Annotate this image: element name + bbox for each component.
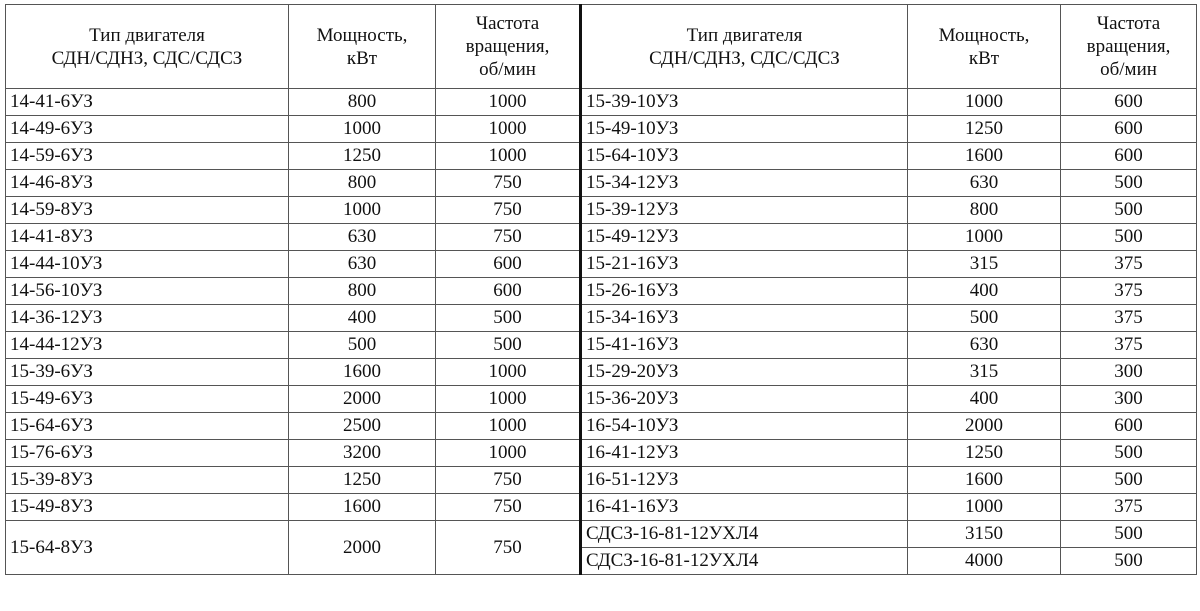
right-power-cell: 630 bbox=[908, 332, 1061, 359]
left-type-cell: 15-64-8УЗ bbox=[6, 521, 289, 575]
left-power-cell: 630 bbox=[289, 224, 436, 251]
table-body bbox=[6, 89, 1197, 575]
left-speed-cell: 1000 bbox=[436, 143, 581, 170]
left-type-cell: 15-39-6УЗ bbox=[6, 359, 289, 386]
left-power-cell: 1250 bbox=[289, 143, 436, 170]
right-power-cell: 500 bbox=[908, 305, 1061, 332]
left-power-cell: 1000 bbox=[289, 197, 436, 224]
right-power-cell: 1000 bbox=[908, 494, 1061, 521]
right-type-cell: 15-26-16УЗ bbox=[581, 278, 908, 305]
left-type-cell: 15-39-8УЗ bbox=[6, 467, 289, 494]
header-speed-right bbox=[1061, 5, 1197, 89]
table-row bbox=[6, 467, 1197, 494]
right-speed-cell: 500 bbox=[1061, 440, 1197, 467]
left-type-cell: 14-41-8УЗ bbox=[6, 224, 289, 251]
right-speed-cell: 375 bbox=[1061, 494, 1197, 521]
header-power-line1: Мощность, bbox=[316, 24, 408, 46]
table-row bbox=[6, 143, 1197, 170]
left-power-cell: 800 bbox=[289, 278, 436, 305]
right-power-cell: 4000 bbox=[908, 548, 1061, 575]
header-power-line1: Мощность, bbox=[938, 24, 1030, 46]
right-power-cell: 1250 bbox=[908, 440, 1061, 467]
left-speed-cell: 1000 bbox=[436, 89, 581, 116]
left-speed-cell: 750 bbox=[436, 170, 581, 197]
right-power-cell: 400 bbox=[908, 278, 1061, 305]
left-speed-cell: 1000 bbox=[436, 359, 581, 386]
header-speed-line2: вращения, bbox=[1086, 36, 1171, 57]
right-speed-cell: 600 bbox=[1061, 89, 1197, 116]
right-type-cell: 15-34-16УЗ bbox=[581, 305, 908, 332]
right-type-cell: 15-39-10УЗ bbox=[581, 89, 908, 116]
right-speed-cell: 375 bbox=[1061, 332, 1197, 359]
left-speed-cell: 750 bbox=[436, 467, 581, 494]
left-power-cell: 500 bbox=[289, 332, 436, 359]
right-speed-cell: 500 bbox=[1061, 197, 1197, 224]
header-speed-line2: вращения, bbox=[465, 36, 550, 57]
right-type-cell: 15-64-10УЗ bbox=[581, 143, 908, 170]
right-speed-cell: 300 bbox=[1061, 359, 1197, 386]
right-power-cell: 3150 bbox=[908, 521, 1061, 548]
left-power-cell: 400 bbox=[289, 305, 436, 332]
table-row bbox=[6, 413, 1197, 440]
table-row bbox=[6, 332, 1197, 359]
left-speed-cell: 1000 bbox=[436, 116, 581, 143]
left-type-cell: 14-44-10УЗ bbox=[6, 251, 289, 278]
right-speed-cell: 500 bbox=[1061, 224, 1197, 251]
left-type-cell: 14-36-12УЗ bbox=[6, 305, 289, 332]
right-power-cell: 1000 bbox=[908, 224, 1061, 251]
header-speed-line1: Частота bbox=[475, 13, 540, 34]
table-row bbox=[6, 170, 1197, 197]
right-speed-cell: 500 bbox=[1061, 521, 1197, 548]
table-row bbox=[6, 359, 1197, 386]
left-type-cell: 14-41-6УЗ bbox=[6, 89, 289, 116]
right-type-cell: 16-51-12УЗ bbox=[581, 467, 908, 494]
left-power-cell: 800 bbox=[289, 89, 436, 116]
right-power-cell: 315 bbox=[908, 359, 1061, 386]
right-type-cell: 15-29-20УЗ bbox=[581, 359, 908, 386]
motor-specs-table bbox=[5, 4, 1197, 575]
header-type-line1: Тип двигателя bbox=[89, 24, 205, 46]
left-type-cell: 14-44-12УЗ bbox=[6, 332, 289, 359]
left-power-cell: 1250 bbox=[289, 467, 436, 494]
header-type-left bbox=[6, 5, 289, 89]
left-speed-cell: 600 bbox=[436, 251, 581, 278]
right-type-cell: СДСЗ-16-81-12УХЛ4 bbox=[581, 521, 908, 548]
table-row bbox=[6, 116, 1197, 143]
right-type-cell: 15-34-12УЗ bbox=[581, 170, 908, 197]
table-row bbox=[6, 494, 1197, 521]
right-power-cell: 315 bbox=[908, 251, 1061, 278]
right-type-cell: 15-41-16УЗ bbox=[581, 332, 908, 359]
left-power-cell: 2500 bbox=[289, 413, 436, 440]
left-speed-cell: 750 bbox=[436, 521, 581, 575]
header-power-line2: кВт bbox=[346, 47, 378, 69]
header-power-right bbox=[908, 5, 1061, 89]
header-type-right bbox=[581, 5, 908, 89]
header-power-line2: кВт bbox=[968, 47, 1000, 69]
right-speed-cell: 500 bbox=[1061, 467, 1197, 494]
right-type-cell: 16-41-12УЗ bbox=[581, 440, 908, 467]
right-speed-cell: 600 bbox=[1061, 116, 1197, 143]
left-speed-cell: 500 bbox=[436, 332, 581, 359]
left-speed-cell: 750 bbox=[436, 494, 581, 521]
header-type-line1: Тип двигателя bbox=[686, 24, 803, 46]
left-type-cell: 14-56-10УЗ bbox=[6, 278, 289, 305]
right-speed-cell: 500 bbox=[1061, 170, 1197, 197]
left-power-cell: 2000 bbox=[289, 386, 436, 413]
header-speed-line3: об/мин bbox=[1100, 59, 1157, 80]
right-type-cell: 16-54-10УЗ bbox=[581, 413, 908, 440]
left-power-cell: 2000 bbox=[289, 521, 436, 575]
right-type-cell: 15-49-10УЗ bbox=[581, 116, 908, 143]
right-speed-cell: 600 bbox=[1061, 413, 1197, 440]
header-speed-line3: об/мин bbox=[479, 59, 536, 80]
left-type-cell: 15-49-8УЗ bbox=[6, 494, 289, 521]
right-power-cell: 2000 bbox=[908, 413, 1061, 440]
table-row bbox=[6, 440, 1197, 467]
table-row bbox=[6, 251, 1197, 278]
table-row bbox=[6, 224, 1197, 251]
left-speed-cell: 500 bbox=[436, 305, 581, 332]
right-power-cell: 1600 bbox=[908, 143, 1061, 170]
header-type-line2: СДН/СДНЗ, СДС/СДСЗ bbox=[51, 47, 243, 69]
table-row bbox=[6, 305, 1197, 332]
left-speed-cell: 750 bbox=[436, 197, 581, 224]
left-power-cell: 1600 bbox=[289, 494, 436, 521]
left-type-cell: 15-49-6УЗ bbox=[6, 386, 289, 413]
header-type-line2: СДН/СДНЗ, СДС/СДСЗ bbox=[649, 47, 840, 69]
right-speed-cell: 375 bbox=[1061, 278, 1197, 305]
right-power-cell: 630 bbox=[908, 170, 1061, 197]
left-power-cell: 630 bbox=[289, 251, 436, 278]
table-row bbox=[6, 197, 1197, 224]
left-type-cell: 14-59-6УЗ bbox=[6, 143, 289, 170]
left-speed-cell: 1000 bbox=[436, 440, 581, 467]
left-power-cell: 1600 bbox=[289, 359, 436, 386]
left-speed-cell: 750 bbox=[436, 224, 581, 251]
right-speed-cell: 500 bbox=[1061, 548, 1197, 575]
right-type-cell: 15-49-12УЗ bbox=[581, 224, 908, 251]
right-type-cell: 15-36-20УЗ bbox=[581, 386, 908, 413]
left-type-cell: 14-59-8УЗ bbox=[6, 197, 289, 224]
left-type-cell: 15-76-6УЗ bbox=[6, 440, 289, 467]
header-speed-left bbox=[436, 5, 581, 89]
right-power-cell: 800 bbox=[908, 197, 1061, 224]
table-row bbox=[6, 278, 1197, 305]
table-row bbox=[6, 89, 1197, 116]
left-power-cell: 3200 bbox=[289, 440, 436, 467]
table-row bbox=[6, 386, 1197, 413]
right-power-cell: 1000 bbox=[908, 89, 1061, 116]
header-power-left bbox=[289, 5, 436, 89]
left-type-cell: 14-49-6УЗ bbox=[6, 116, 289, 143]
right-type-cell: 16-41-16УЗ bbox=[581, 494, 908, 521]
right-power-cell: 400 bbox=[908, 386, 1061, 413]
table-row bbox=[6, 521, 1197, 548]
right-power-cell: 1250 bbox=[908, 116, 1061, 143]
left-power-cell: 800 bbox=[289, 170, 436, 197]
right-speed-cell: 600 bbox=[1061, 143, 1197, 170]
left-type-cell: 14-46-8УЗ bbox=[6, 170, 289, 197]
header-row bbox=[6, 5, 1197, 89]
right-speed-cell: 375 bbox=[1061, 305, 1197, 332]
left-power-cell: 1000 bbox=[289, 116, 436, 143]
right-speed-cell: 375 bbox=[1061, 251, 1197, 278]
right-type-cell: 15-21-16УЗ bbox=[581, 251, 908, 278]
right-type-cell: СДСЗ-16-81-12УХЛ4 bbox=[581, 548, 908, 575]
right-speed-cell: 300 bbox=[1061, 386, 1197, 413]
right-type-cell: 15-39-12УЗ bbox=[581, 197, 908, 224]
left-speed-cell: 1000 bbox=[436, 386, 581, 413]
left-type-cell: 15-64-6УЗ bbox=[6, 413, 289, 440]
left-speed-cell: 600 bbox=[436, 278, 581, 305]
header-speed-line1: Частота bbox=[1096, 13, 1161, 34]
right-power-cell: 1600 bbox=[908, 467, 1061, 494]
left-speed-cell: 1000 bbox=[436, 413, 581, 440]
